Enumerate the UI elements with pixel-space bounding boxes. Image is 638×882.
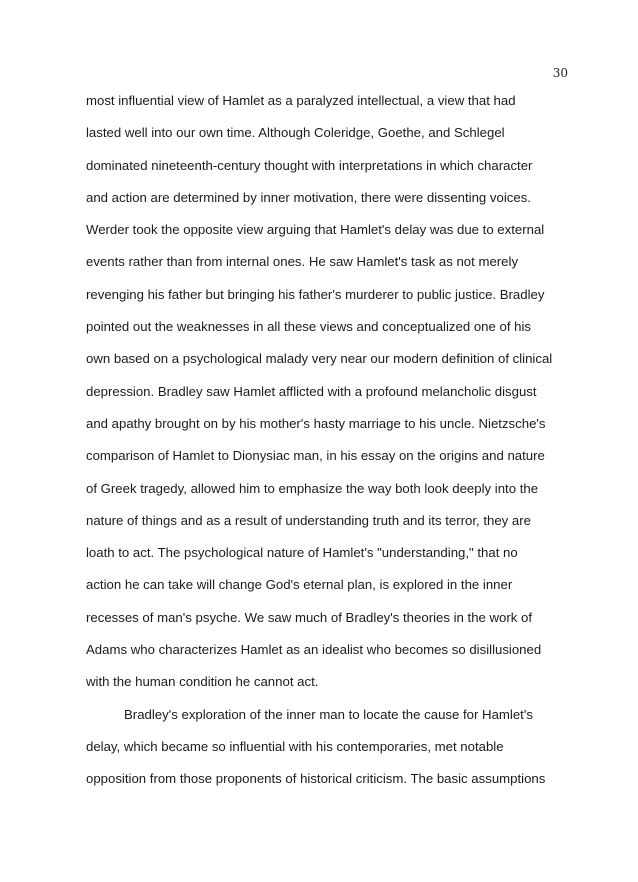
text-line: events rather than from internal ones. He saw Hamlet's task as not merely	[86, 254, 519, 270]
text-line: and apathy brought on by his mother's hasty marriage to his uncle. Nietzsche's	[86, 415, 546, 431]
text-line: depression. Bradley saw Hamlet afflicted with a profound melancholic disgust	[86, 383, 537, 399]
text-line: own based on a psychological malady very near our modern definition of clinical	[86, 351, 553, 367]
text-line: revenging his father but bringing his father's murderer to public justice. Bradley	[86, 286, 545, 302]
text-line: loath to act. The psychological nature of Hamlet's "understanding," that no	[86, 545, 518, 561]
text-line: comparison of Hamlet to Dionysiac man, in his essay on the origins and nature	[86, 448, 545, 464]
text-line: delay, which became so influential with his contemporaries, met notable	[86, 738, 504, 754]
text-line: action he can take will change God's eternal plan, is explored in the inner	[86, 577, 513, 593]
text-line: Werder took the opposite view arguing that Hamlet's delay was due to external	[86, 222, 545, 238]
paragraph-start-line: Bradley's exploration of the inner man to locate the cause for Hamlet's	[124, 706, 533, 722]
text-line: pointed out the weaknesses in all these views and conceptualized one of his	[86, 319, 532, 335]
body-text	[86, 92, 576, 803]
page-number: 30	[552, 66, 568, 80]
text-line: opposition from those proponents of historical criticism. The basic assumptions	[86, 771, 546, 787]
text-line: Adams who characterizes Hamlet as an idealist who becomes so disillusioned	[86, 642, 542, 658]
text-line: recesses of man's psyche. We saw much of Bradley's theories in the work of	[86, 609, 533, 625]
text-line: nature of things and as a result of understanding truth and its terror, they are	[86, 512, 531, 528]
text-line: dominated nineteenth-century thought with interpretations in which character	[86, 157, 533, 173]
text-line: with the human condition he cannot act.	[86, 674, 319, 690]
text-line: and action are determined by inner motivation, there were dissenting voices.	[86, 189, 531, 205]
text-line: most influential view of Hamlet as a paralyzed intellectual, a view that had	[86, 93, 516, 108]
text-line: lasted well into our own time. Although Coleridge, Goethe, and Schlegel	[86, 125, 505, 141]
text-line: of Greek tragedy, allowed him to emphasize the way both look deeply into the	[86, 480, 539, 496]
